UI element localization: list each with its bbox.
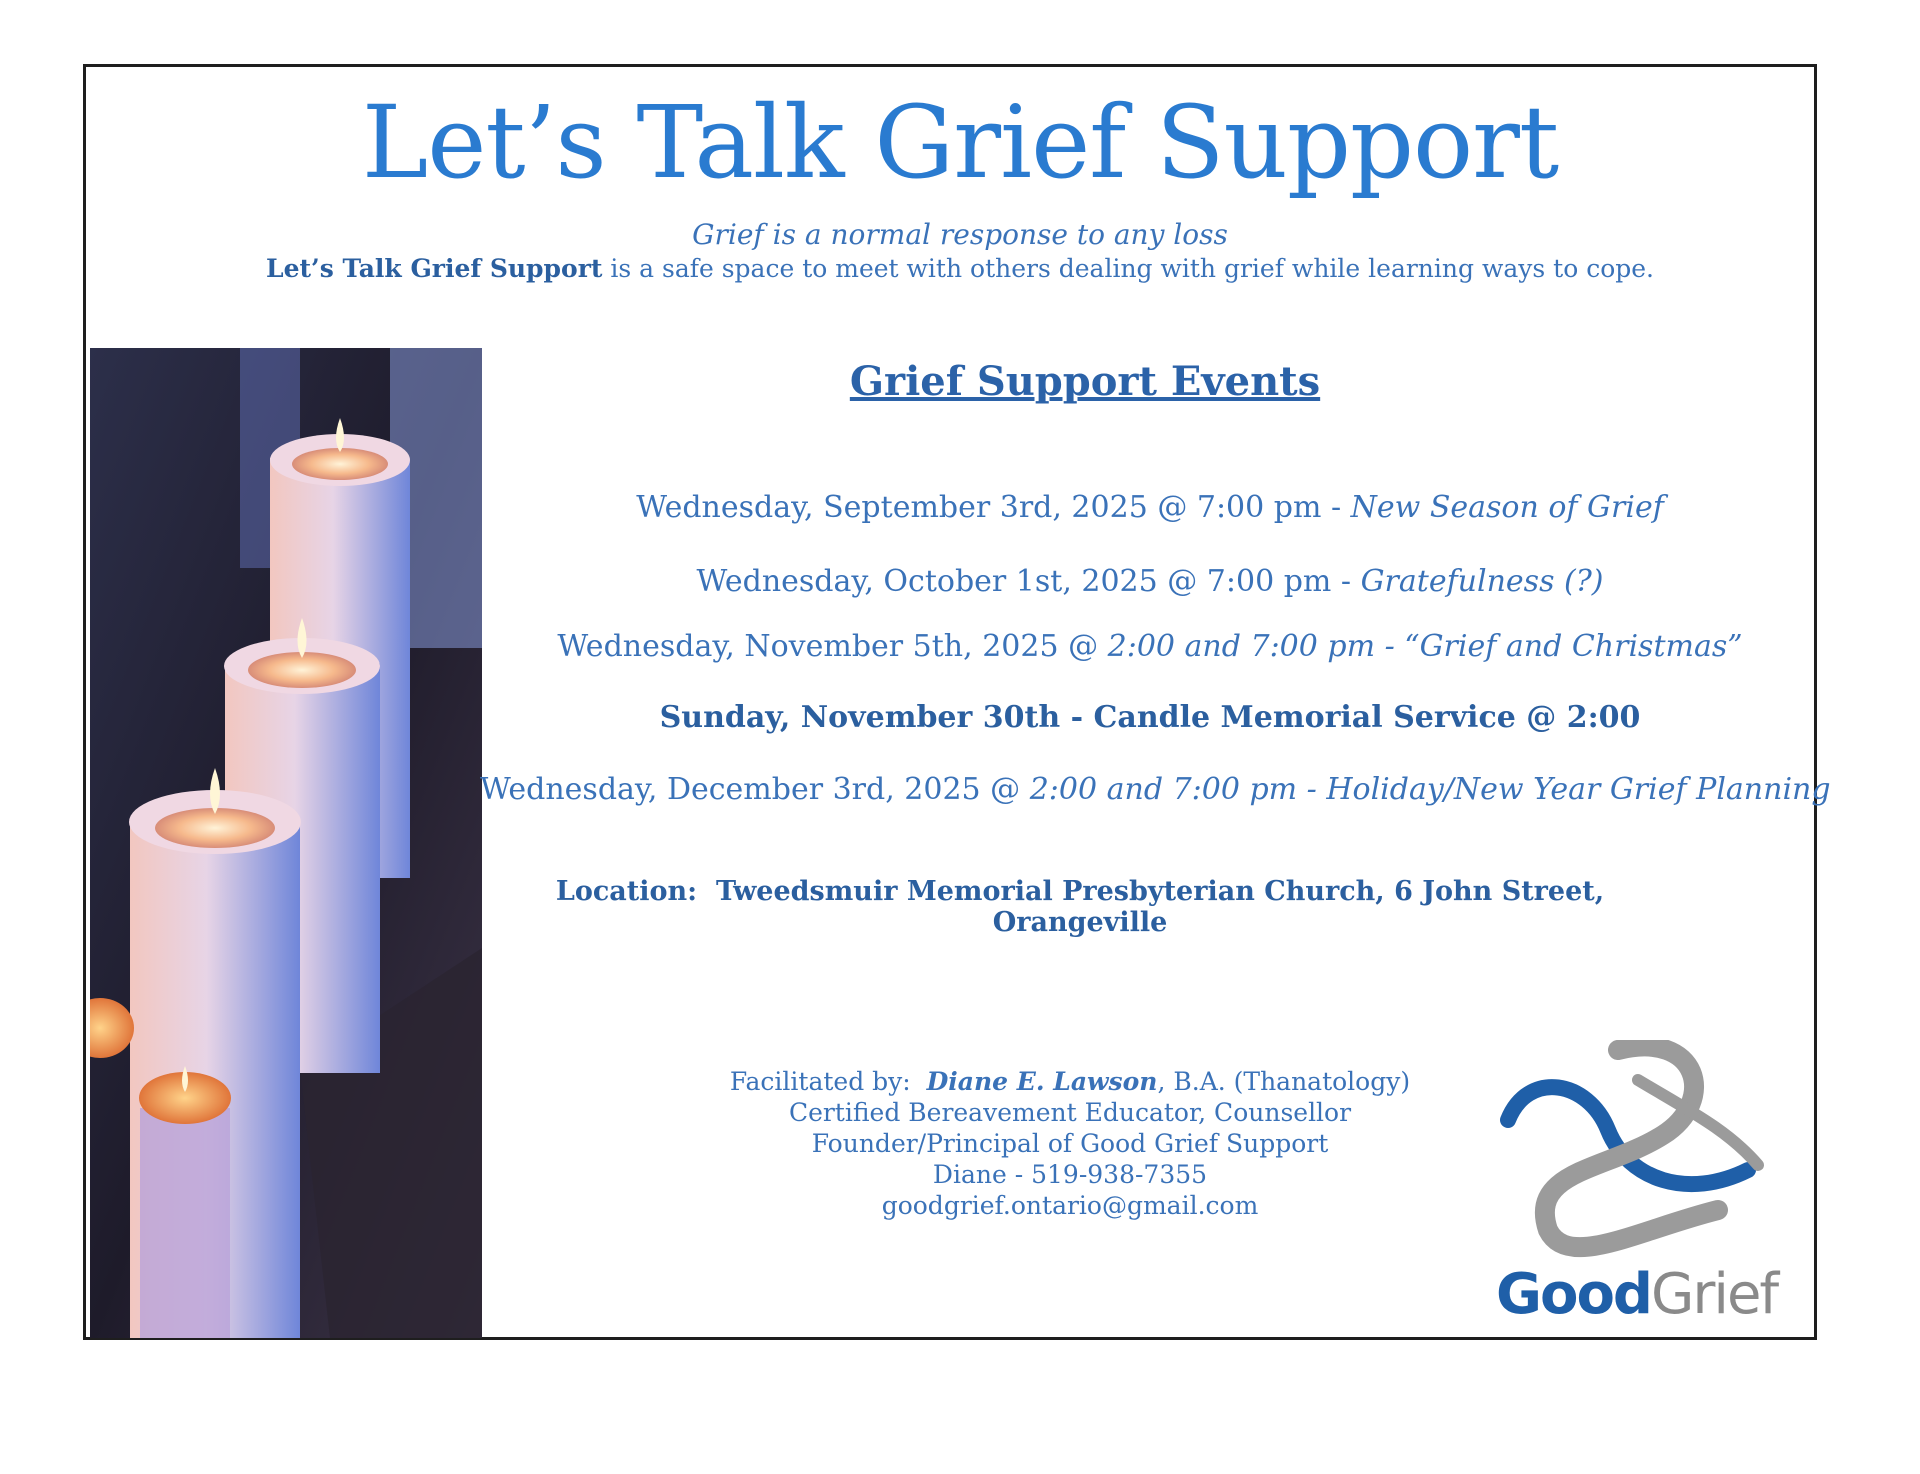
facilitator-role: Certified Bereavement Educator, Counsellor [788,1098,1352,1127]
event-time: 2:00 and 7:00 pm [1029,772,1298,807]
event-time: 2:00 and 7:00 pm [1107,629,1376,664]
facilitator-line [640,1066,1500,1097]
flyer-title: Let’s Talk Grief Support [361,84,1559,201]
event-date: Wednesday, December 3rd, 2025 @ [480,772,1030,807]
event-title: - Holiday/New Year Grief Planning [1297,772,1831,807]
event-title: - “Grief and Christmas” [1375,629,1743,664]
logo-word-grief: Grief [1651,1262,1778,1327]
event-date: Sunday, November 30th - Candle Memorial Service @ 2:00 [659,700,1641,735]
candles-photo [90,348,482,1338]
event-item [480,629,1820,664]
event-item [480,772,1831,807]
intro-bold: Let’s Talk Grief Support [266,254,603,283]
intro-text [0,254,1920,283]
facilitated-label: Facilitated by: [729,1067,911,1096]
location-label: Location: [555,876,698,907]
tagline: Grief is a normal response to any loss [692,218,1228,251]
events-heading: Grief Support Events [849,358,1321,405]
logo-wordmark [1496,1262,1777,1327]
event-item-memorial [480,700,1820,735]
event-title: Gratefulness (?) [1360,564,1604,599]
contact-phone: Diane - 519-938-7355 [932,1160,1208,1189]
contact-block [640,1066,1500,1221]
event-date: Wednesday, November 5th, 2025 @ [557,629,1108,664]
intro-rest: is a safe space to meet with others dealing with grief while learning ways to cope. [602,254,1654,283]
event-date: Wednesday, October 1st, 2025 @ 7:00 pm - [696,564,1361,599]
facilitator-name: Diane E. Lawson [926,1067,1158,1096]
facilitator-credential: , B.A. (Thanatology) [1157,1067,1411,1096]
event-item [480,564,1820,599]
location-text: Tweedsmuir Memorial Presbyterian Church, 6 John Street, Orangeville [715,876,1605,938]
event-item [480,490,1820,525]
contact-email: goodgrief.ontario@gmail.com [881,1191,1259,1220]
event-title: New Season of Grief [1350,490,1664,525]
logo-word-good: Good [1496,1262,1651,1327]
facilitator-org: Founder/Principal of Good Grief Support [811,1129,1329,1158]
event-location [480,876,1680,938]
event-date: Wednesday, September 3rd, 2025 @ 7:00 pm - [636,490,1351,525]
